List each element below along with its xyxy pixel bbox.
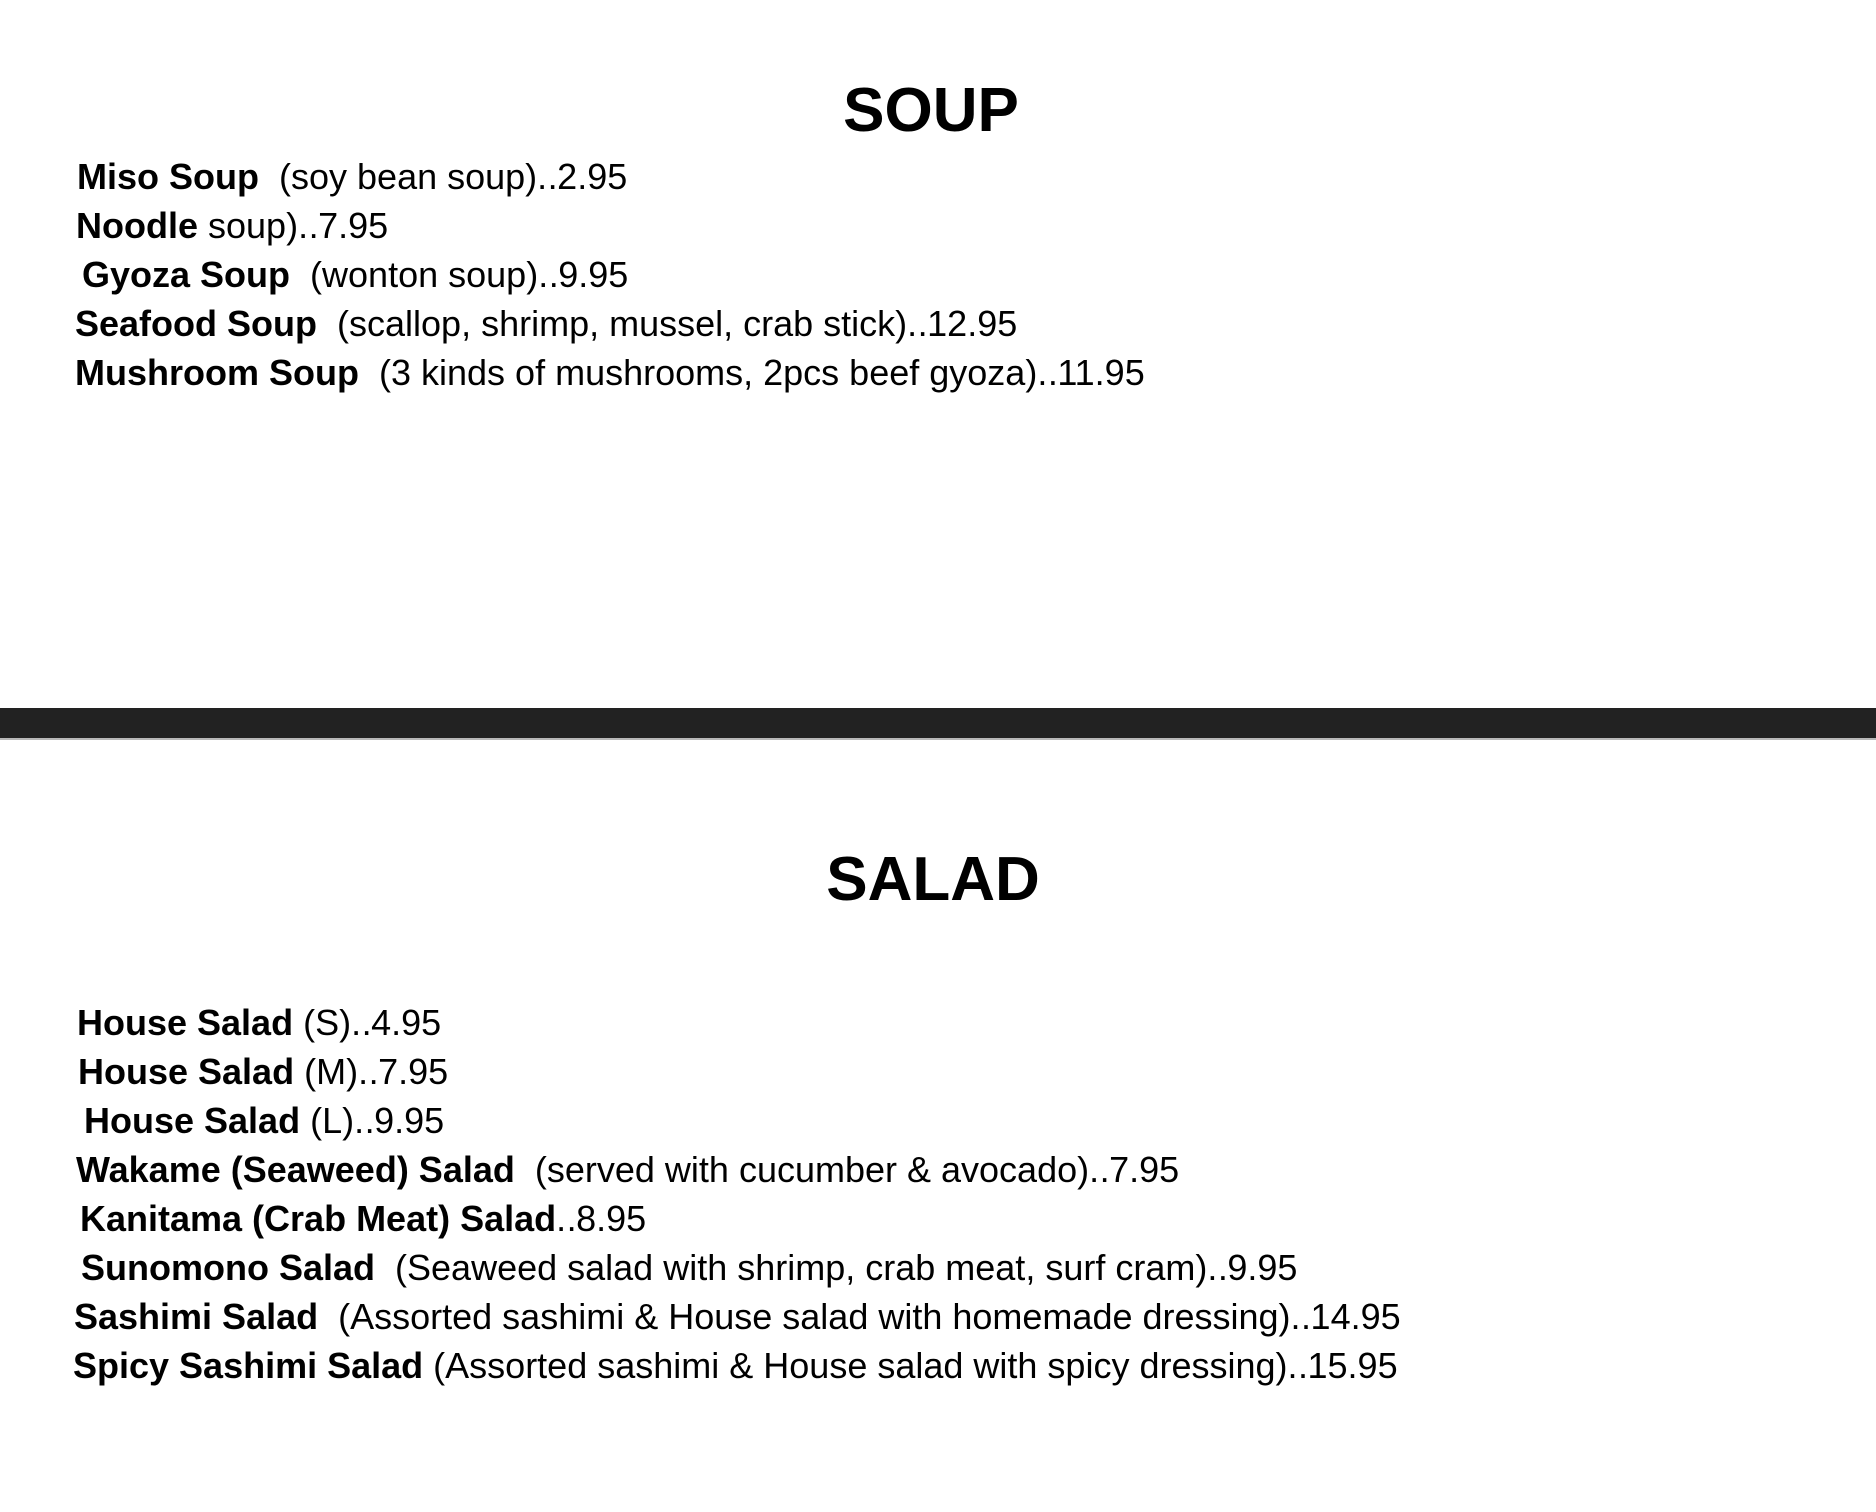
item-price: 4.95 [371, 1002, 442, 1043]
item-name: Sashimi Salad [74, 1296, 319, 1337]
item-price: 12.95 [927, 303, 1018, 344]
item-price: 11.95 [1057, 352, 1145, 393]
item-description: (wonton soup) [310, 254, 539, 295]
item-name: Noodle [76, 205, 198, 246]
item-description: (S) [303, 1002, 352, 1043]
item-name: Gyoza Soup [82, 254, 291, 295]
dot-leader [354, 1096, 374, 1145]
item-price: 14.95 [1310, 1296, 1401, 1337]
dot-leader [1291, 1292, 1311, 1341]
item-price: 9.95 [1227, 1247, 1298, 1288]
item-price: 8.95 [576, 1198, 647, 1239]
item-description: (L) [310, 1100, 355, 1141]
item-description: (served with cucumber & avocado) [534, 1149, 1090, 1190]
section-divider [0, 708, 1876, 740]
item-description: (Assorted sashimi & House salad with homemade dressing) [338, 1296, 1291, 1337]
item-name: House Salad [77, 1002, 294, 1043]
dot-leader [351, 998, 371, 1047]
item-name: Spicy Sashimi Salad [73, 1345, 424, 1386]
item-description: (M) [304, 1051, 359, 1092]
item-description: (Seaweed salad with shrimp, crab meat, surf cram) [395, 1247, 1208, 1288]
item-name: Miso Soup [77, 156, 259, 197]
dot-leader [1207, 1243, 1227, 1292]
item-price: 9.95 [374, 1100, 445, 1141]
item-price: 7.95 [318, 205, 389, 246]
item-name: Kanitama (Crab Meat) Salad [80, 1198, 557, 1239]
item-description: (3 kinds of mushrooms, 2pcs beef gyoza) [379, 352, 1038, 393]
salad-title: SALAD [826, 845, 1040, 914]
item-name: House Salad [78, 1051, 295, 1092]
dot-leader [907, 299, 927, 348]
dot-leader [1288, 1341, 1308, 1390]
item-price: 7.95 [378, 1051, 449, 1092]
item-price: 15.95 [1307, 1345, 1398, 1386]
item-name: Wakame (Seaweed) Salad [76, 1149, 515, 1190]
item-name: Sunomono Salad [81, 1247, 376, 1288]
item-price: 9.95 [558, 254, 629, 295]
soup-title: SOUP [843, 76, 1019, 145]
item-description: soup) [208, 205, 299, 246]
dot-leader [1037, 348, 1057, 397]
item-name: House Salad [84, 1100, 301, 1141]
item-name: Mushroom Soup [75, 352, 359, 393]
item-description: (scallop, shrimp, mussel, crab stick) [337, 303, 908, 344]
item-description: (soy bean soup) [279, 156, 538, 197]
dot-leader [537, 152, 557, 201]
dot-leader [1089, 1145, 1109, 1194]
item-price: 7.95 [1109, 1149, 1180, 1190]
dot-leader [556, 1194, 576, 1243]
dot-leader [358, 1047, 378, 1096]
item-name: Seafood Soup [75, 303, 317, 344]
dot-leader [538, 250, 558, 299]
item-description: (Assorted sashimi & House salad with spicy dressing) [433, 1345, 1288, 1386]
dot-leader [298, 201, 318, 250]
item-price: 2.95 [557, 156, 628, 197]
